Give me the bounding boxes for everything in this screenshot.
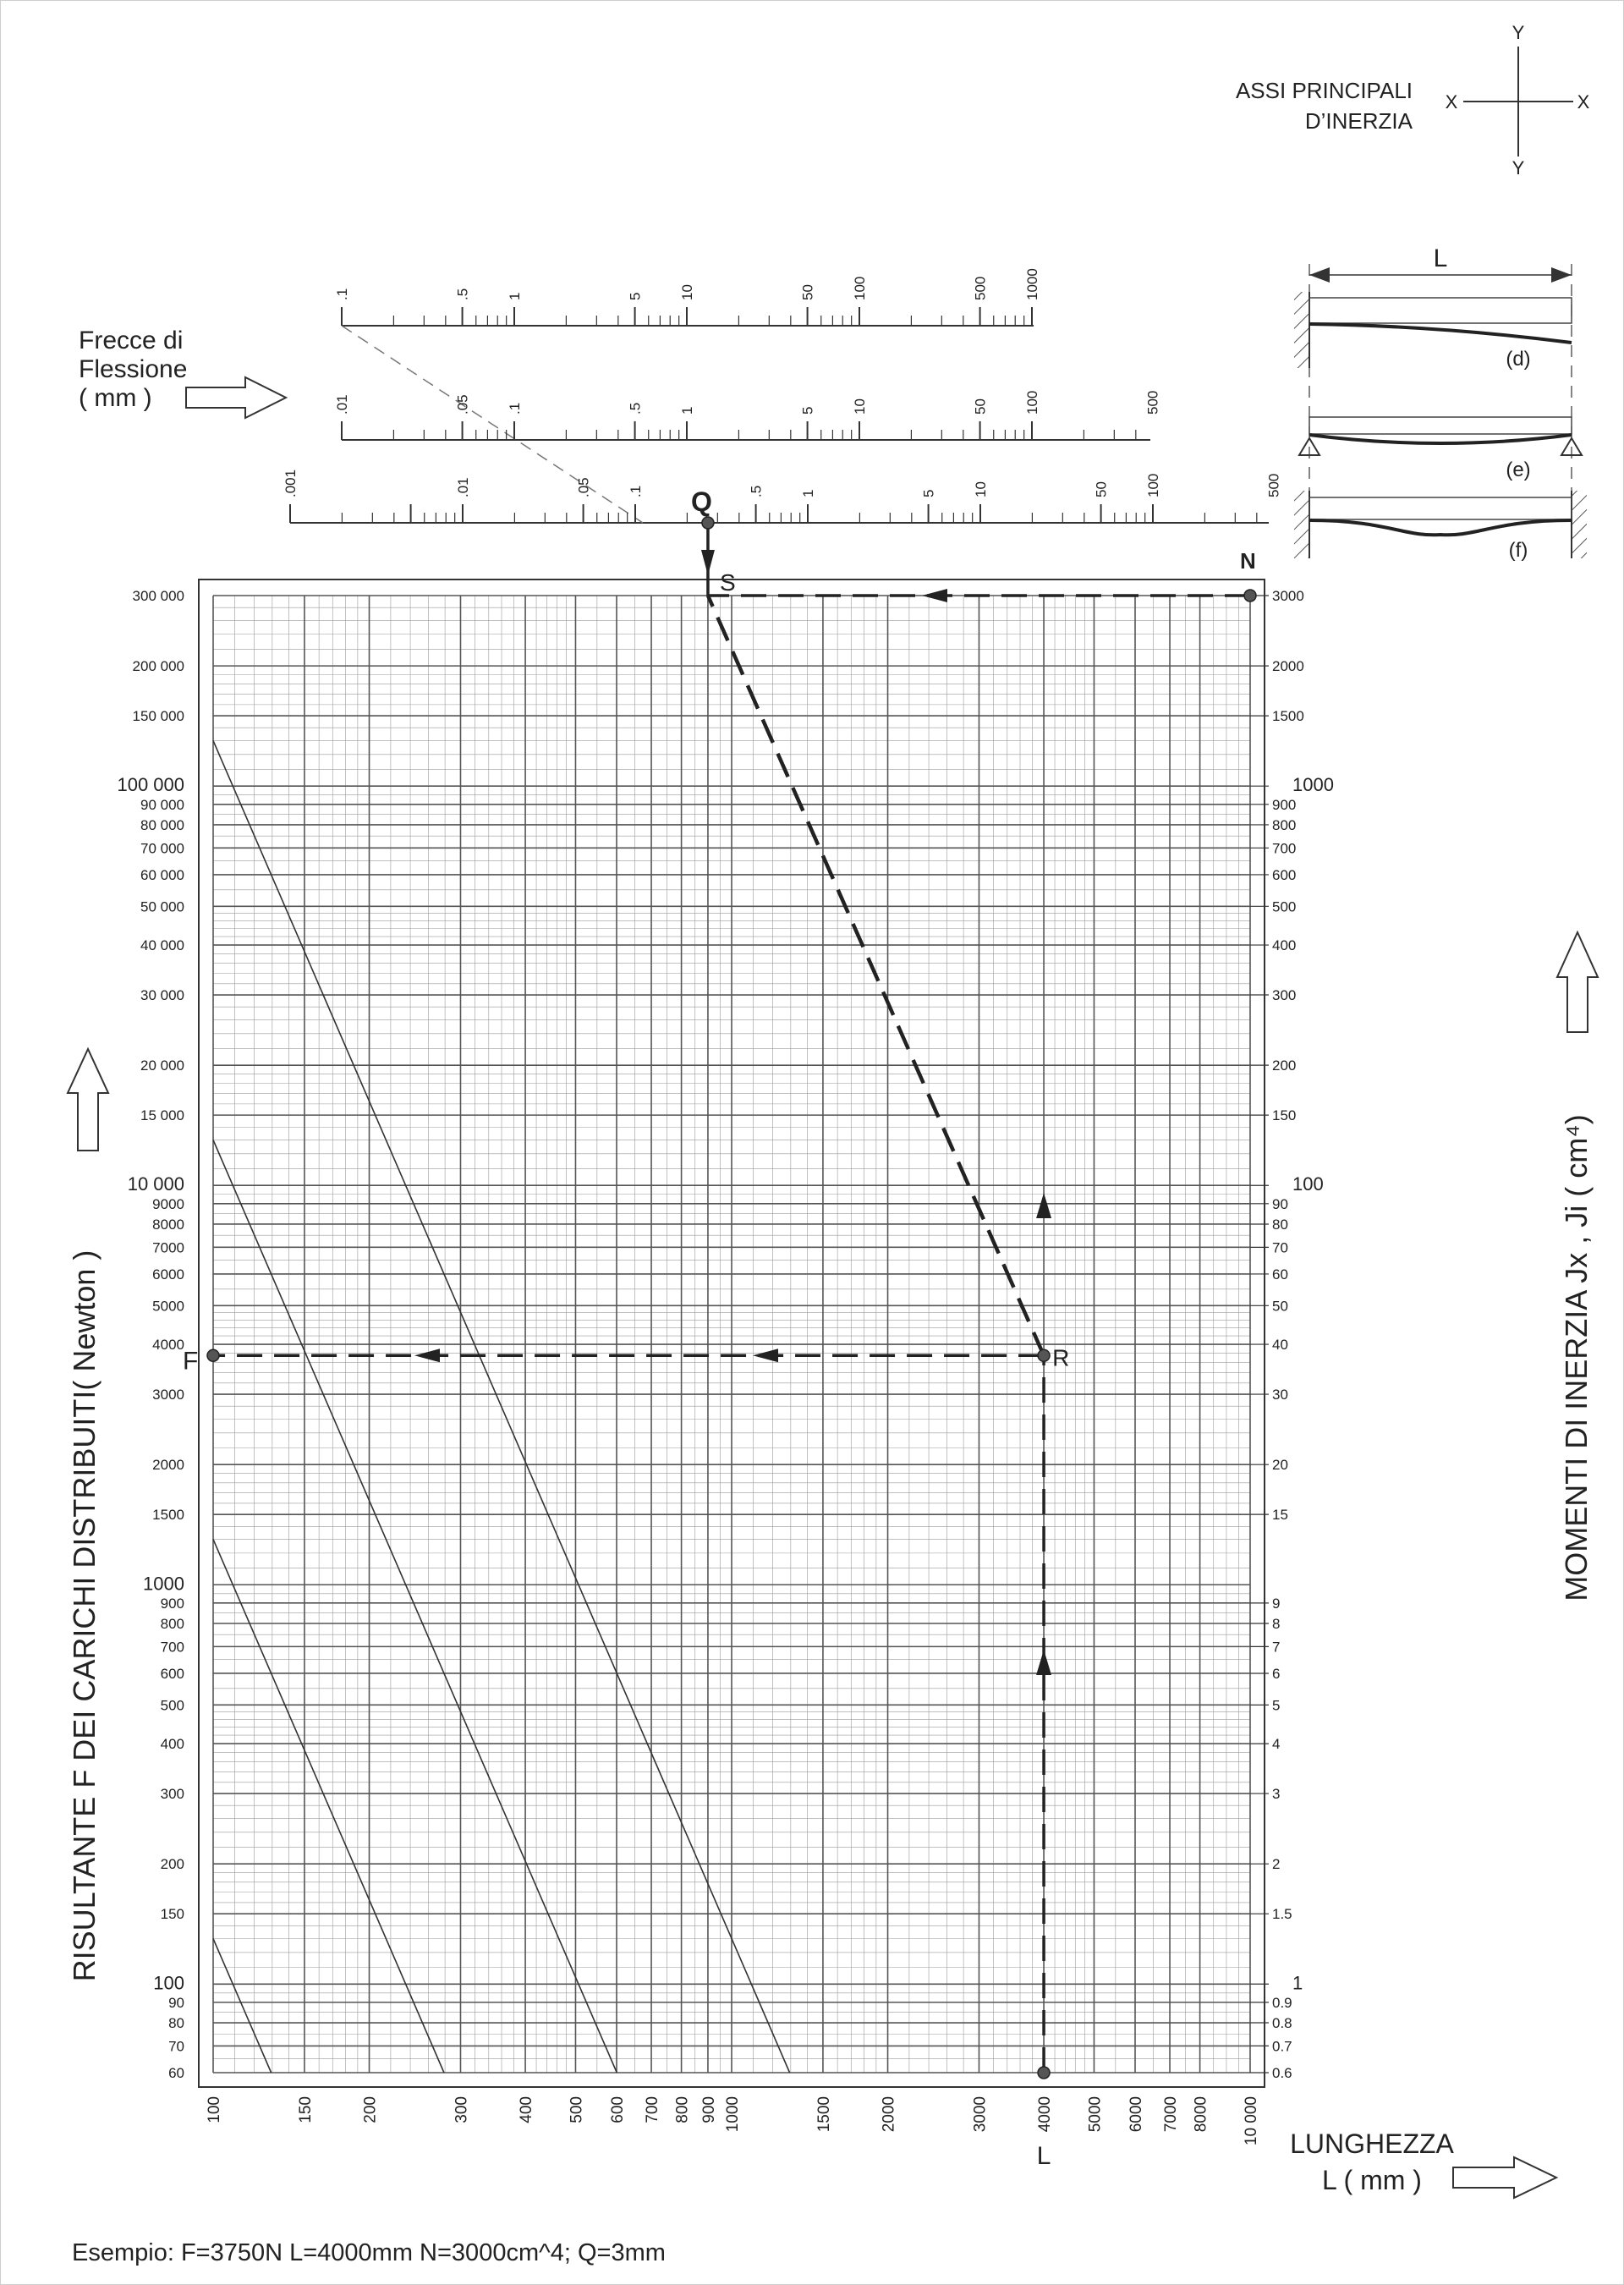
deflection-scale-d-label: .1 <box>334 288 350 300</box>
y-right-tick-label: 9 <box>1272 1595 1281 1612</box>
inertia-axes-label-line1: ASSI PRINCIPALI <box>1235 78 1413 103</box>
case-d-label: (d) <box>1506 348 1531 371</box>
y-right-tick-label: 6 <box>1272 1665 1281 1682</box>
deflection-scale-e-label: .05 <box>454 394 471 415</box>
point-label-S: S <box>719 569 736 596</box>
y-left-tick-label: 50 000 <box>140 898 184 915</box>
y-left-tick-label: 40 000 <box>140 937 184 954</box>
y-right-tick-label: 1500 <box>1272 708 1304 725</box>
y-right-tick-label: 0.6 <box>1272 2065 1292 2081</box>
deflection-arrow-icon <box>186 377 286 418</box>
deflection-scale-d-label: 1 <box>507 292 523 300</box>
y-left-tick-label: 30 000 <box>140 987 184 1004</box>
deflection-scale-f-label: .05 <box>575 477 592 497</box>
y-left-tick-label: 20 000 <box>140 1057 184 1074</box>
x-axis-right-label: X <box>1577 91 1590 113</box>
y-right-tick-label: 0.8 <box>1272 2015 1292 2032</box>
up-arrow-icon <box>1036 1650 1051 1675</box>
y-left-tick-label: 800 <box>160 1616 184 1633</box>
deflection-scale-e-label: .5 <box>627 402 644 415</box>
deflection-scale-f-label: 100 <box>1145 473 1161 497</box>
x-axis-right-arrow-icon <box>1453 2157 1556 2198</box>
y-right-tick-label: 80 <box>1272 1216 1288 1233</box>
inertia-axes-legend <box>1236 22 1590 179</box>
deflection-scale-e-label: 1 <box>679 406 695 415</box>
y-left-tick-label: 3000 <box>152 1387 184 1403</box>
deflection-scale-f-label: .5 <box>748 485 765 497</box>
y-left-tick-label: 60 <box>168 2065 184 2081</box>
y-right-tick-label: 8 <box>1272 1616 1281 1633</box>
deflection-scale-f-label: .001 <box>283 469 299 497</box>
y-left-tick-label: 9000 <box>152 1195 184 1212</box>
y-left-tick-label: 700 <box>160 1639 184 1656</box>
y-left-tick-label: 900 <box>160 1595 184 1612</box>
deflection-scale-d-label: .5 <box>454 288 471 300</box>
deflection-title-line3: ( mm ) <box>79 384 152 412</box>
x-tick-label: 500 <box>568 2096 586 2123</box>
y-right-tick-label: 60 <box>1272 1266 1288 1283</box>
deflection-scales <box>283 268 1282 523</box>
deflection-scale-e-label: 500 <box>1144 390 1161 415</box>
y-right-tick-label: 1.5 <box>1272 1906 1292 1923</box>
y-right-tick-label: 20 <box>1272 1457 1288 1474</box>
deflection-scale-e-label: 50 <box>972 398 989 415</box>
y-right-tick-label: 5 <box>1272 1697 1281 1714</box>
y-right-tick-label: 600 <box>1272 866 1297 883</box>
y-left-tick-label: 300 000 <box>132 588 184 604</box>
point-marker <box>702 517 714 529</box>
down-arrow-icon <box>701 550 715 575</box>
x-tick-label: 3000 <box>971 2096 990 2133</box>
y-left-tick-label: 90 <box>168 1994 184 2011</box>
y-right-tick-label: 3 <box>1272 1786 1281 1803</box>
right-axis-up-arrow-icon <box>1557 932 1598 1032</box>
case-d-load <box>1309 298 1572 323</box>
y-right-tick-label: 100 <box>1292 1173 1324 1195</box>
case-d-deflected-beam <box>1309 324 1572 343</box>
x-axis-title-line2: L ( mm ) <box>1322 2165 1422 2195</box>
x-axis-left-label: X <box>1445 91 1458 113</box>
y-left-tick-label: 300 <box>160 1786 184 1803</box>
example-caption: Esempio: F=3750N L=4000mm N=3000cm^4; Q=3mm <box>72 2239 666 2266</box>
y-left-tick-label: 150 000 <box>132 708 184 725</box>
point-label-N: N <box>1240 548 1256 574</box>
y-left-tick-label: 70 000 <box>140 840 184 857</box>
x-tick-label: 2000 <box>880 2096 898 2133</box>
case-e-label: (e) <box>1506 459 1531 481</box>
y-right-tick-label: 0.9 <box>1272 1994 1292 2011</box>
x-tick-label: 700 <box>644 2096 662 2123</box>
span-label: L <box>1433 244 1448 272</box>
y-right-tick-label: 2000 <box>1272 658 1304 675</box>
left-arrow-icon <box>753 1348 778 1362</box>
up-arrow-icon <box>1036 1193 1051 1218</box>
beam-cases <box>1294 244 1587 562</box>
x-tick-label: 6000 <box>1127 2096 1146 2133</box>
y-right-tick-label: 0.7 <box>1272 2038 1292 2055</box>
case-f-label: (f) <box>1508 539 1528 562</box>
x-tick-label: 400 <box>518 2096 536 2123</box>
span-arrow-right-icon <box>1551 267 1572 283</box>
deflection-diagonal-guide <box>342 326 643 523</box>
y-left-tick-label: 1000 <box>143 1573 184 1595</box>
diagonal-line <box>213 1938 272 2073</box>
y-axis-bottom-label: Y <box>1512 157 1525 179</box>
y-right-tick-label: 1000 <box>1292 774 1334 796</box>
x-tick-label: 900 <box>700 2096 718 2123</box>
y-left-tick-label: 100 <box>153 1972 184 1994</box>
x-tick-label: 7000 <box>1162 2096 1181 2133</box>
left-arrow-icon <box>414 1348 440 1362</box>
deflection-scale-d-label: 10 <box>679 284 695 300</box>
y-left-tick-label: 4000 <box>152 1337 184 1354</box>
y-left-tick-label: 10 000 <box>127 1173 184 1195</box>
y-left-tick-label: 8000 <box>152 1216 184 1233</box>
deflection-title-line2: Flessione <box>79 355 188 383</box>
y-right-tick-label: 40 <box>1272 1337 1288 1354</box>
deflection-scale-e-label: 5 <box>799 406 816 415</box>
deflection-scale-f-label: .1 <box>628 485 644 497</box>
x-tick-label: 8000 <box>1192 2096 1210 2133</box>
y-left-tick-label: 200 <box>160 1856 184 1873</box>
y-right-tick-label: 4 <box>1272 1736 1281 1753</box>
y-left-tick-label: 6000 <box>152 1266 184 1283</box>
y-right-tick-label: 800 <box>1272 816 1297 833</box>
deflection-scale-f-label: 500 <box>1265 473 1282 497</box>
deflection-scale-f-label: 1 <box>800 489 816 497</box>
case-f-wall-right-icon <box>1572 491 1587 558</box>
x-tick-label: 1000 <box>724 2096 742 2133</box>
deflection-title <box>79 327 286 418</box>
x-tick-label: 100 <box>206 2096 223 2123</box>
left-axis-up-arrow-icon <box>68 1049 108 1151</box>
case-f-wall-left-icon <box>1294 491 1309 558</box>
y-right-tick-label: 3000 <box>1272 588 1304 604</box>
y-left-tick-label: 1500 <box>152 1507 184 1524</box>
y-left-tick-label: 7000 <box>152 1239 184 1256</box>
y-left-tick-label: 200 000 <box>132 658 184 675</box>
x-tick-label: 5000 <box>1086 2096 1105 2133</box>
deflection-scale-e-label: 10 <box>852 398 868 415</box>
x-tick-label: 200 <box>361 2096 380 2123</box>
point-label-Q: Q <box>690 486 712 517</box>
case-f-deflected-beam <box>1309 520 1572 535</box>
plot-grid <box>213 596 1250 2073</box>
y-left-tick-label: 600 <box>160 1665 184 1682</box>
y-left-tick-label: 60 000 <box>140 866 184 883</box>
x-tick-label: 800 <box>673 2096 692 2123</box>
y-right-tick-label: 90 <box>1272 1195 1288 1212</box>
nomogram-chart <box>117 486 1333 2170</box>
y-right-tick-label: 500 <box>1272 898 1297 915</box>
deflection-scale-f-label: 5 <box>920 489 937 497</box>
left-arrow-icon <box>922 589 947 602</box>
y-right-tick-label: 300 <box>1272 987 1297 1004</box>
y-right-tick-label: 50 <box>1272 1298 1288 1315</box>
deflection-title-line1: Frecce di <box>79 327 184 354</box>
y-left-tick-label: 150 <box>160 1906 184 1923</box>
y-left-tick-label: 5000 <box>152 1298 184 1315</box>
example-path <box>183 486 1256 2170</box>
deflection-scale-d-label: 5 <box>627 292 644 300</box>
y-right-tick-label: 15 <box>1272 1507 1288 1524</box>
y-right-tick-label: 30 <box>1272 1387 1288 1403</box>
y-left-tick-label: 80 <box>168 2015 184 2032</box>
deflection-scale-d-label: 50 <box>799 284 816 300</box>
axis-ticks <box>117 588 1333 2145</box>
deflection-scale-f-label: 50 <box>1093 481 1110 497</box>
x-tick-label: 600 <box>609 2096 628 2123</box>
point-marker <box>1244 590 1256 601</box>
case-d-wall-icon <box>1294 292 1309 368</box>
x-tick-label: 4000 <box>1036 2096 1055 2133</box>
y-left-tick-label: 80 000 <box>140 816 184 833</box>
deflection-scale-f-label: 10 <box>973 481 989 497</box>
y-left-tick-label: 70 <box>168 2038 184 2055</box>
right-axis-title: MOMENTI DI INERZIA Jx , Ji ( cm⁴) <box>1559 1114 1594 1601</box>
deflection-scale-e-label: .1 <box>507 402 523 415</box>
x-tick-label: 150 <box>296 2096 315 2123</box>
deflection-scale-f-label: .01 <box>455 477 471 497</box>
left-axis-title: RISULTANTE F DEI CARICHI DISTRIBUITI( Newton ) <box>67 1250 102 1982</box>
y-left-tick-label: 100 000 <box>117 774 184 796</box>
y-left-tick-label: 15 000 <box>140 1107 184 1124</box>
y-right-tick-label: 7 <box>1272 1639 1281 1656</box>
diagonal-line <box>213 1539 444 2073</box>
deflection-scale-d-label: 500 <box>972 276 989 300</box>
point-marker <box>1038 1349 1050 1361</box>
y-right-tick-label: 200 <box>1272 1057 1297 1074</box>
x-axis-title-line1: LUNGHEZZA <box>1290 2128 1454 2159</box>
y-right-tick-label: 70 <box>1272 1239 1288 1256</box>
case-f-load <box>1309 497 1572 519</box>
deflection-scale-e-label: 100 <box>1024 390 1040 415</box>
deflection-scale-e-label: .01 <box>334 394 350 415</box>
case-e-load <box>1309 417 1572 434</box>
y-right-tick-label: 900 <box>1272 796 1297 813</box>
point-marker <box>207 1349 219 1361</box>
y-right-tick-label: 2 <box>1272 1856 1281 1873</box>
y-right-tick-label: 1 <box>1292 1972 1303 1994</box>
point-label-L: L <box>1036 2142 1051 2170</box>
point-label-R: R <box>1052 1344 1070 1371</box>
y-left-tick-label: 500 <box>160 1697 184 1714</box>
y-left-tick-label: 90 000 <box>140 796 184 813</box>
x-tick-label: 300 <box>453 2096 471 2123</box>
y-right-tick-label: 150 <box>1272 1107 1297 1124</box>
case-e-deflected-beam <box>1309 435 1572 443</box>
point-label-F: F <box>183 1347 199 1376</box>
deflection-scale-d-label: 1000 <box>1024 268 1040 300</box>
inertia-axes-label-line2: D’INERZIA <box>1304 108 1413 134</box>
y-right-tick-label: 700 <box>1272 840 1297 857</box>
x-tick-label: 10 000 <box>1243 2096 1260 2146</box>
span-arrow-left-icon <box>1309 267 1330 283</box>
diagonal-line <box>213 1140 617 2073</box>
point-marker <box>1038 2067 1050 2079</box>
x-tick-label: 1500 <box>815 2096 833 2133</box>
y-left-tick-label: 2000 <box>152 1457 184 1474</box>
y-left-tick-label: 400 <box>160 1736 184 1753</box>
y-right-tick-label: 400 <box>1272 937 1297 954</box>
deflection-scale-d-label: 100 <box>852 276 868 300</box>
y-axis-top-label: Y <box>1512 22 1525 43</box>
